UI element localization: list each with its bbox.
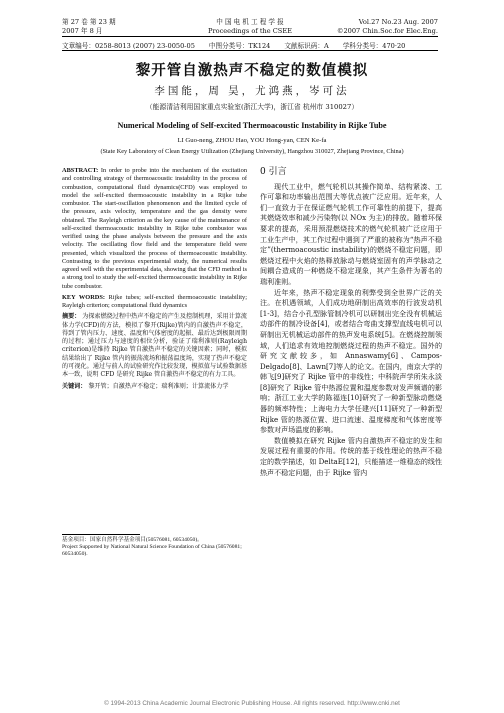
subject-code: 学科分类号：470·20 [342, 42, 406, 50]
abstract-en-text: In order to probe into the mechanism of the excitation and controlling strategy of thermoacoustic instability in the process of combustion, computational fluid dynamics(CFD) was employed to model the self-excited thermoacoustic instability in a Rijke tube combustor. The start-oscillation phenomenon and the limited cycle of the pressure, axis velocity, temperature and the gas density were obtained. The Rayleigh criterion as the key cause of the maintenance of self-excited thermoacoustic instability in Rijke tube combustor was verified using the phase analysis between the pressure and the axis velocity. The oscillating flow field and the temperature field were presented, which visualized the process of thermoacoustic instability. Contrasting to the previous experimental study, the numerical results agreed well with the experimental data, showing that the CFD method is a strong tool to study the self-excited thermoacoustic instability in Rijke tube combustor. [62, 167, 247, 290]
intro-heading: 0 引言 [260, 167, 287, 177]
abstract-en [62, 167, 247, 291]
funding-cn: 基金项目：国家自然科学基金项目(50576081, 60534050)。 [62, 537, 203, 543]
copyright-line: ©2007 Chin.Soc.for Elec.Eng. [336, 27, 438, 35]
intro-paragraph-1: 现代工业中，燃气轮机以其操作简单、结构紧凑、工作可靠和功率输出范围大等优点被广泛应用。近年来，人们一直致力于在保证燃气轮机工作可靠性的前提下，提高其燃烧效率和减少污染物(以 NOx 为主)的排放。随着环保要求的提高，采用预混燃烧技术的燃气轮机被广泛应用于工业生产中，其工作过程中遇到了严重的被称为“热声不稳定”(thermoacoustic instability)的燃烧不稳定问题，即燃烧过程中火焰的热释放脉动与燃烧室固有的声学脉动之间耦合造成的一种燃烧不稳定现象，其产生条件为著名的瑞利准则。 [260, 181, 442, 286]
clc-number: 中图分类号：TK124 [208, 42, 271, 50]
abstract-cn-text: 为探索燃烧过程中热声不稳定的产生及控制机理，采用计算流体力学(CFD)的方法，模拟了黎开(Rijke)管内的自激热声不稳定，得到了管内压力、速度、温度和气体密度的起振、最后达到极限周期的过程；通过压力与速度的相位分析，验证了瑞利准则(Rayleigh criterion)是维持 Rijke 管自激热声不稳定的关键因素；同时，模拟结果给出了 Rijke 管内的振荡流场和振荡温度场，实现了热声不稳定的可视化。通过与前人的试验研究作比较发现，模拟值与试验数据基本一致，说明 CFD 是研究 Rijke 管自激热声不稳定的有力工具。 [62, 313, 248, 379]
article-number: 文章编号：0258-8013 (2007) 23-0050-05 [62, 42, 195, 50]
journal-name-en: Proceedings of the CSEE [208, 27, 292, 35]
abstract-cn-label: 摘要： [62, 313, 81, 321]
abstract-cn [62, 313, 247, 379]
keywords-en-text: Rijke tubes; self-excited thermoacoustic instability; Rayleigh criterion; computational fluid dynamics [62, 293, 247, 309]
keywords-en [62, 294, 247, 311]
affiliation-cn: （能源清洁利用国家重点实验室(浙江大学)，浙江省 杭州市 310027） [145, 103, 359, 111]
keywords-cn [62, 383, 247, 391]
volume-issue-cn: 第 27 卷 第 23 期 [62, 18, 116, 26]
footnote-rule [62, 534, 140, 535]
keywords-en-label: KEY WORDS: [62, 293, 105, 301]
paper-title-cn: 黎开管自激热声不稳定的数值模拟 [135, 62, 369, 79]
intro-paragraph-2: 近年来，热声不稳定现象的利弊受到全世界广泛的关注。在机遇领域，人们成功地研制出高效率的行波发动机[1-3]，结合小孔型脉管制冷机可以研制出完全没有机械运动部件的制冷设备[4]，或者结合弯曲支撑型直线电机可以研制出无机械运动部件的热声发电系统[5]。在燃烧控制领域，人们追求有效地控制燃烧过程的热声不稳定。国外的研究文献较多，如 Annaswamy[6]、Campos-Delgado[8]、Lawn[7]等人的论文。在国内，南京大学的韩飞[9]研究了 Rijke 管中的非线性；中科院声学所朱永淡[8]研究了 Rijke 管中热源位置和温度参数对发声频谱的影响；浙江工业大学的陈福连[10]研究了一种新型脉动燃烧器的频率特性；上海电力大学任建兴[11]研究了一种新型 Rijke 管的热源位置、进口流速、温度梯度和气体密度等参数对声场温度的影响。 [260, 287, 442, 435]
abstract-en-label: ABSTRACT: [62, 167, 99, 174]
left-column [62, 167, 247, 394]
header-rule [62, 36, 438, 37]
affiliation-en: (State Key Laboratory of Clean Energy Utilization (Zhejiang University), Hangzhou 310027, Zhejiang Province, China) [100, 148, 404, 155]
journal-name-cn: 中 国 电 机 工 程 学 报 [216, 18, 284, 26]
keywords-cn-text: 黎开管；自激热声不稳定；瑞利准则；计算流体力学 [88, 382, 229, 390]
running-header [62, 18, 438, 36]
meta-rule [62, 50, 438, 51]
keywords-cn-label: 关键词： [62, 382, 87, 390]
intro-paragraph-3: 数值模拟在研究 Rijke 管内自激热声不稳定的发生和发展过程有重要的作用。传统的基于线性理论的热声不稳定的数学描述，如 DeltaE[12]，只能描述一维稳态的线性热声不稳定问题，由于 Rijke 管内 [260, 435, 442, 477]
page-footer: © 1994-2013 China Academic Journal Electronic Publishing House. All rights reserved. http://www.cnki.net [104, 700, 400, 707]
paper-title-en: Numerical Modeling of Self-excited Thermoacoustic Instability in Rijke Tube [117, 121, 387, 130]
funding-footnote [62, 537, 247, 559]
right-column [260, 167, 442, 478]
document-code: 文献标识码：A [284, 42, 329, 50]
authors-en: LI Guo-neng, ZHOU Hao, YOU Hong-yan, CEN Ke-fa [177, 137, 327, 144]
publish-date-cn: 2007 年 8 月 [62, 27, 103, 35]
authors-cn: 李国能，周 昊，尤鸿燕，岑可法 [154, 85, 350, 97]
volume-issue-en: Vol.27 No.23 Aug. 2007 [358, 18, 438, 26]
article-meta [62, 40, 438, 50]
funding-en: Project Supported by National Natural Science Foundation of China (50576081; 60534050). [62, 544, 242, 558]
